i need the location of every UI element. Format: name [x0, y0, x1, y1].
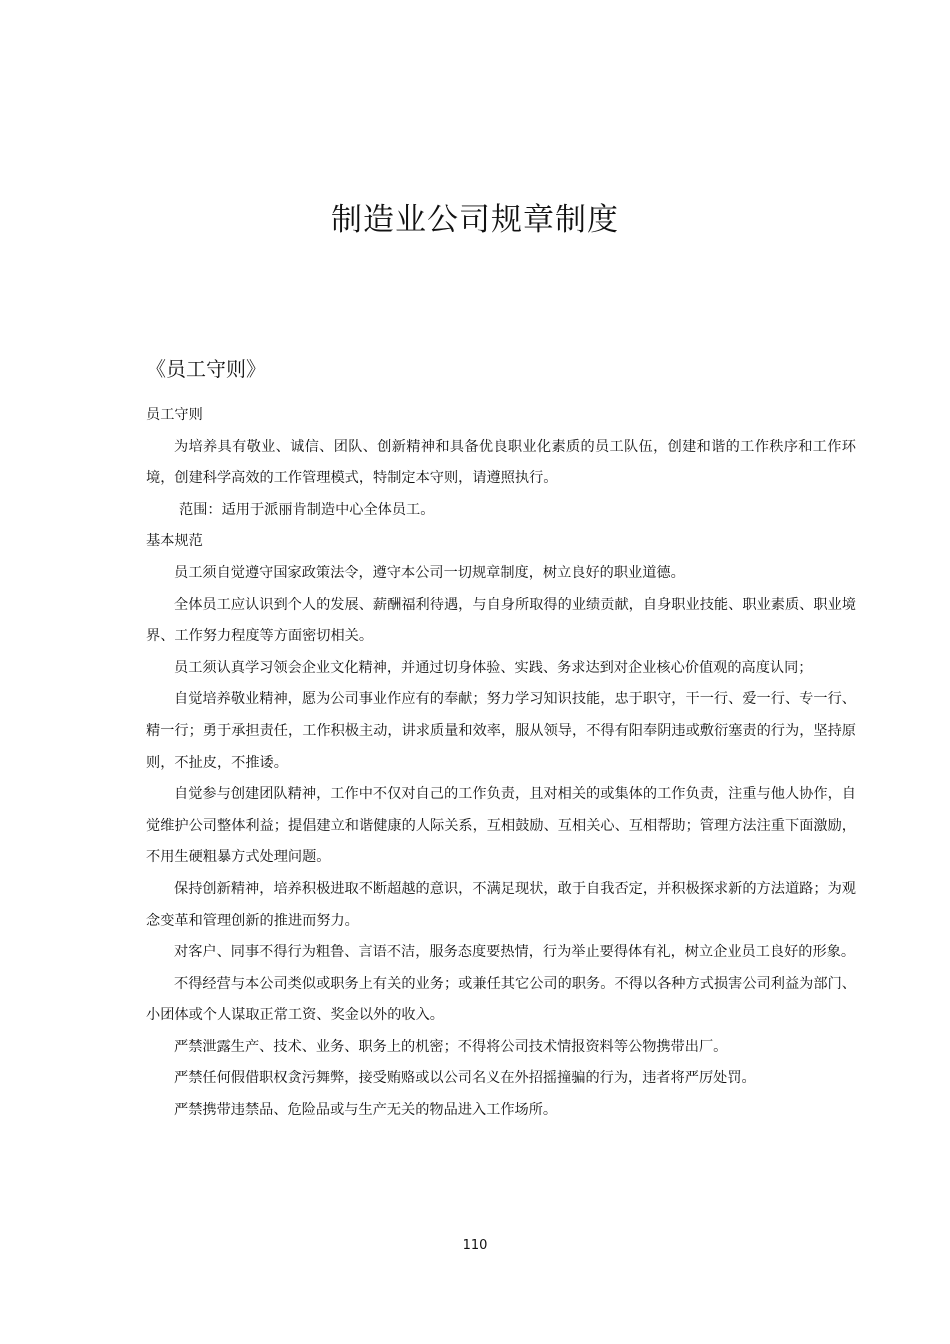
- paragraph-rule: 员工须自觉遵守国家政策法令，遵守本公司一切规章制度，树立良好的职业道德。: [174, 564, 685, 581]
- subheading-basic-rules: 基本规范: [146, 533, 203, 550]
- paragraph-rule: 自觉培养敬业精神，愿为公司事业作应有的奉献；努力学习知识技能，忠于职守，干一行、爱一行、专一行、精一行；勇于承担责任，工作积极主动，讲求质量和效率，服从领导，不得有阳奉阴违或敷衍塞责的行为，坚持原则，不扯皮，不推诿。: [146, 691, 856, 771]
- document-body: [146, 400, 856, 1127]
- paragraph-rule: 保持创新精神，培养积极进取不断超越的意识，不满足现状，敢于自我否定，并积极探求新的方法道路；为观念变革和管理创新的推进而努力。: [146, 880, 856, 929]
- section-title: 《员工守则》: [146, 357, 266, 381]
- paragraph-scope: 范围：适用于派丽肯制造中心全体员工。: [179, 501, 435, 518]
- subheading-employee-code: 员工守则: [146, 407, 203, 423]
- paragraph-rule: 员工须认真学习领会企业文化精神，并通过切身体验、实践、务求达到对企业核心价值观的高度认同；: [174, 659, 813, 676]
- paragraph-rule: 全体员工应认识到个人的发展、薪酬福利待遇，与自身所取得的业绩贡献，自身职业技能、职业素质、职业境界、工作努力程度等方面密切相关。: [146, 596, 856, 645]
- paragraph-rule: 严禁泄露生产、技术、业务、职务上的机密；不得将公司技术情报资料等公物携带出厂。: [174, 1038, 728, 1055]
- paragraph-rule: 不得经营与本公司类似或职务上有关的业务；或兼任其它公司的职务。不得以各种方式损害公司利益为部门、小团体或个人谋取正常工资、奖金以外的收入。: [146, 975, 856, 1024]
- paragraph-purpose: 为培养具有敬业、诚信、团队、创新精神和具备优良职业化素质的员工队伍，创建和谐的工作秩序和工作环境，创建科学高效的工作管理模式，特制定本守则，请遵照执行。: [146, 438, 856, 487]
- page-number: 110: [462, 1238, 488, 1253]
- paragraph-rule: 自觉参与创建团队精神，工作中不仅对自己的工作负责，且对相关的或集体的工作负责，注重与他人协作，自觉维护公司整体利益；提倡建立和谐健康的人际关系，互相鼓励、互相关心、互相帮助；管理方法注重下面激励，不用生硬粗暴方式处理问题。: [146, 786, 856, 866]
- paragraph-rule: 严禁携带违禁品、危险品或与生产无关的物品进入工作场所。: [174, 1102, 558, 1119]
- paragraph-rule: 严禁任何假借职权贪污舞弊，接受贿赂或以公司名义在外招摇撞骗的行为，违者将严厉处罚。: [174, 1070, 756, 1087]
- document-title: 制造业公司规章制度: [331, 202, 619, 238]
- paragraph-rule: 对客户、同事不得行为粗鲁、言语不洁，服务态度要热情，行为举止要得体有礼，树立企业员工良好的形象。: [174, 944, 856, 961]
